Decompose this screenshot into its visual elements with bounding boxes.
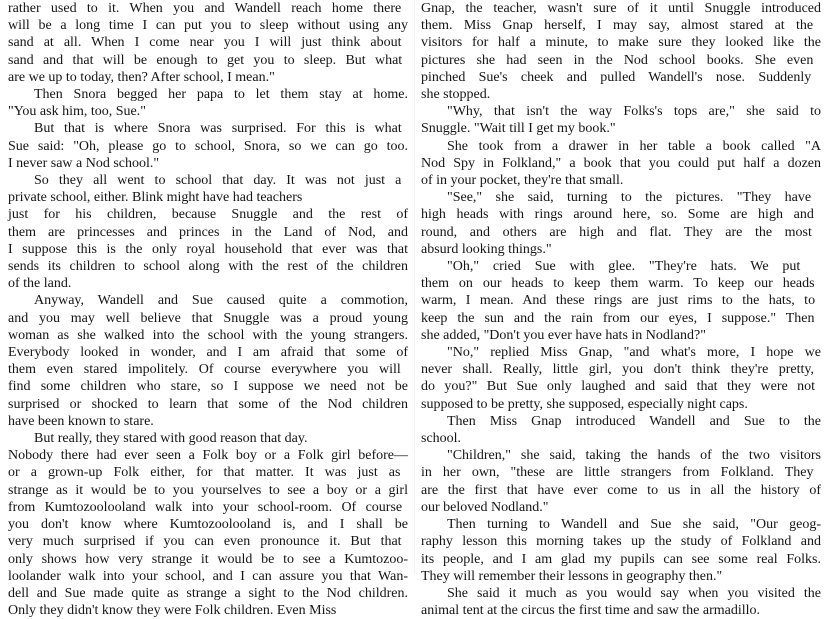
text-line: Then Snora begged her papa to let them stay at home. — [34, 87, 408, 103]
text-line: have been known to stare. — [8, 413, 154, 429]
text-line: Nod Spy in Folkland," a book that you could put half a dozen — [421, 155, 821, 171]
text-line: warm, I mean. And these rings are just rims to the hats, to — [421, 293, 816, 309]
text-line: from Kumtozoolooland walk into your school-room. Of course — [8, 499, 403, 515]
text-line: high heads with rings around here, so. Some are high and — [421, 207, 814, 223]
text-line: she stopped. — [421, 87, 491, 103]
text-line: sand at all. When I come near you I will just think about — [8, 35, 402, 51]
text-line: But that is where Snora was surprised. For this is what — [34, 121, 402, 137]
text-line: in her own, "these are little strangers from Folkland. They — [421, 465, 814, 481]
text-line: you don't know where Kumtozoolooland is, and I shall be — [8, 517, 408, 533]
text-line: woman as she walked into the school with the young strangers. — [8, 327, 408, 343]
text-line: round, and others are high and flat. They are the most — [421, 224, 812, 240]
text-line: are the first that have ever come to us in all the history of — [421, 482, 821, 498]
text-line: pictures she had seen in the Nod school books. She even — [421, 52, 814, 68]
left-page — [8, 0, 408, 619]
text-line: "No," replied Miss Gnap, "and what's more, I hope we — [447, 345, 821, 361]
text-line: rather used to it. When you and Wandell reach home there — [8, 1, 402, 16]
text-line: do you?" But Sue only laughed and said that they were not — [421, 379, 816, 395]
text-line: supposed to be pretty, she supposed, especially night caps. — [421, 396, 748, 412]
text-line: I never saw a Nod school." — [8, 155, 160, 171]
text-line: private school, either. Blink might have had teachers — [8, 190, 303, 206]
text-line: Everybody looked in wonder, and I am afraid that some of — [8, 345, 408, 361]
text-line: "See," she said, turning to the pictures. "They have — [447, 190, 812, 206]
text-line: surprised or shocked to learn that some of the Nod children — [8, 396, 408, 412]
text-line: are we up to today, then? After school, I mean." — [8, 69, 275, 85]
text-line: its people, and I am glad my pupils can see some real Folks. — [421, 551, 821, 567]
text-line: I suppose this is the only royal household that ever was that — [8, 241, 408, 257]
text-line: Nobody there had ever seen a Folk boy or a Folk girl before— — [8, 448, 408, 464]
text-line: just for his children, because Snuggle and the rest of — [8, 207, 408, 223]
text-line: visitors for half a minute, to make sure they looked like the — [421, 35, 821, 51]
text-line: absurd looking things." — [421, 241, 552, 257]
text-line: She took from a drawer in her table a book called "A — [447, 138, 821, 154]
text-line: and you may well believe that Snuggle was a proud young — [8, 310, 408, 326]
text-line: "You ask him, too, Sue." — [8, 104, 146, 120]
text-line: very much surprised if you can even pronounce it. But that — [8, 534, 402, 550]
text-line: keep the sun and the rain from our eyes, I suppose." Then — [421, 310, 815, 326]
text-line: them even stared impolitely. Of course everywhere you will — [8, 362, 401, 378]
text-line: sand and that will be enough to get you to sleep. But what — [8, 52, 403, 68]
text-line: They will remember their lessons in geography then." — [421, 568, 723, 584]
text-line: she added, "Don't you ever have hats in Nodland?" — [421, 327, 706, 343]
page-gutter — [414, 0, 415, 575]
text-line: strange as it would be to you yourselves to see a boy or a girl — [8, 482, 408, 498]
text-line: of the land. — [8, 276, 72, 292]
text-line: She said it much as you would say when you visited the — [447, 585, 821, 601]
text-line: sends its children to school along with the rest of the children — [8, 259, 408, 275]
text-line: Snuggle. "Wait till I get my book." — [421, 121, 616, 137]
text-line: "Children," she said, taking the hands of the two visitors — [447, 448, 821, 464]
text-line: "Why, that isn't the way Folks's tops are," she said to — [447, 104, 821, 120]
text-line: But really, they stared with good reason that day. — [34, 431, 308, 447]
text-line: So they all went to school that day. It was not just a — [34, 173, 402, 189]
text-line: Anyway, Wandell and Sue caused quite a commotion, — [34, 293, 408, 309]
text-line: them. Miss Gnap herself, I may say, almost stared at the — [421, 18, 814, 34]
text-line: them on our heads to keep them warm. To keep our heads — [421, 276, 815, 292]
text-line: will be a long time I can put you to sleep without using any — [8, 18, 408, 34]
right-page — [421, 0, 821, 619]
text-line: Only they didn't know they were Folk children. Even Miss — [8, 603, 337, 619]
text-line: only shows how very strange it would be to see a Kumtozoo- — [8, 551, 408, 567]
text-line: find some children who stare, so I suppose we need not be — [8, 379, 408, 395]
text-line: never shall. Really, little girl, you don't think they're pretty, — [421, 362, 815, 378]
text-line: Then turning to Wandell and Sue she said, "Our geog- — [447, 517, 821, 533]
text-line: or a grown-up Folk either, for that matter. It was just as — [8, 465, 401, 481]
text-line: Gnap, the teacher, wasn't sure of it until Snuggle introduced — [421, 1, 821, 16]
text-line: "Oh," cried Sue with glee. "They're hats. We put — [447, 259, 801, 275]
text-line: of in your pocket, they're that small. — [421, 173, 624, 189]
text-line: them are princesses and princes in the Land of Nod, and — [8, 224, 408, 240]
text-line: loolander walk into your school, and I can assure you that Wan- — [8, 568, 408, 584]
text-line: raphy lesson this morning takes up the study of Folkland and — [421, 534, 821, 550]
text-line: Sue said: "Oh, please go to school, Snora, so we can go too. — [8, 138, 408, 154]
text-line: dell and Sue made quite as strange a sight to the Nod children. — [8, 585, 408, 601]
text-line: pinched Sue's cheek and pulled Wandell's nose. Suddenly — [421, 69, 812, 85]
text-line: animal tent at the circus the first time and saw the armadillo. — [421, 603, 761, 619]
text-line: Then Miss Gnap introduced Wandell and Sue to the — [447, 413, 821, 429]
text-line: school. — [421, 431, 462, 447]
text-line: our beloved Nodland." — [421, 499, 549, 515]
